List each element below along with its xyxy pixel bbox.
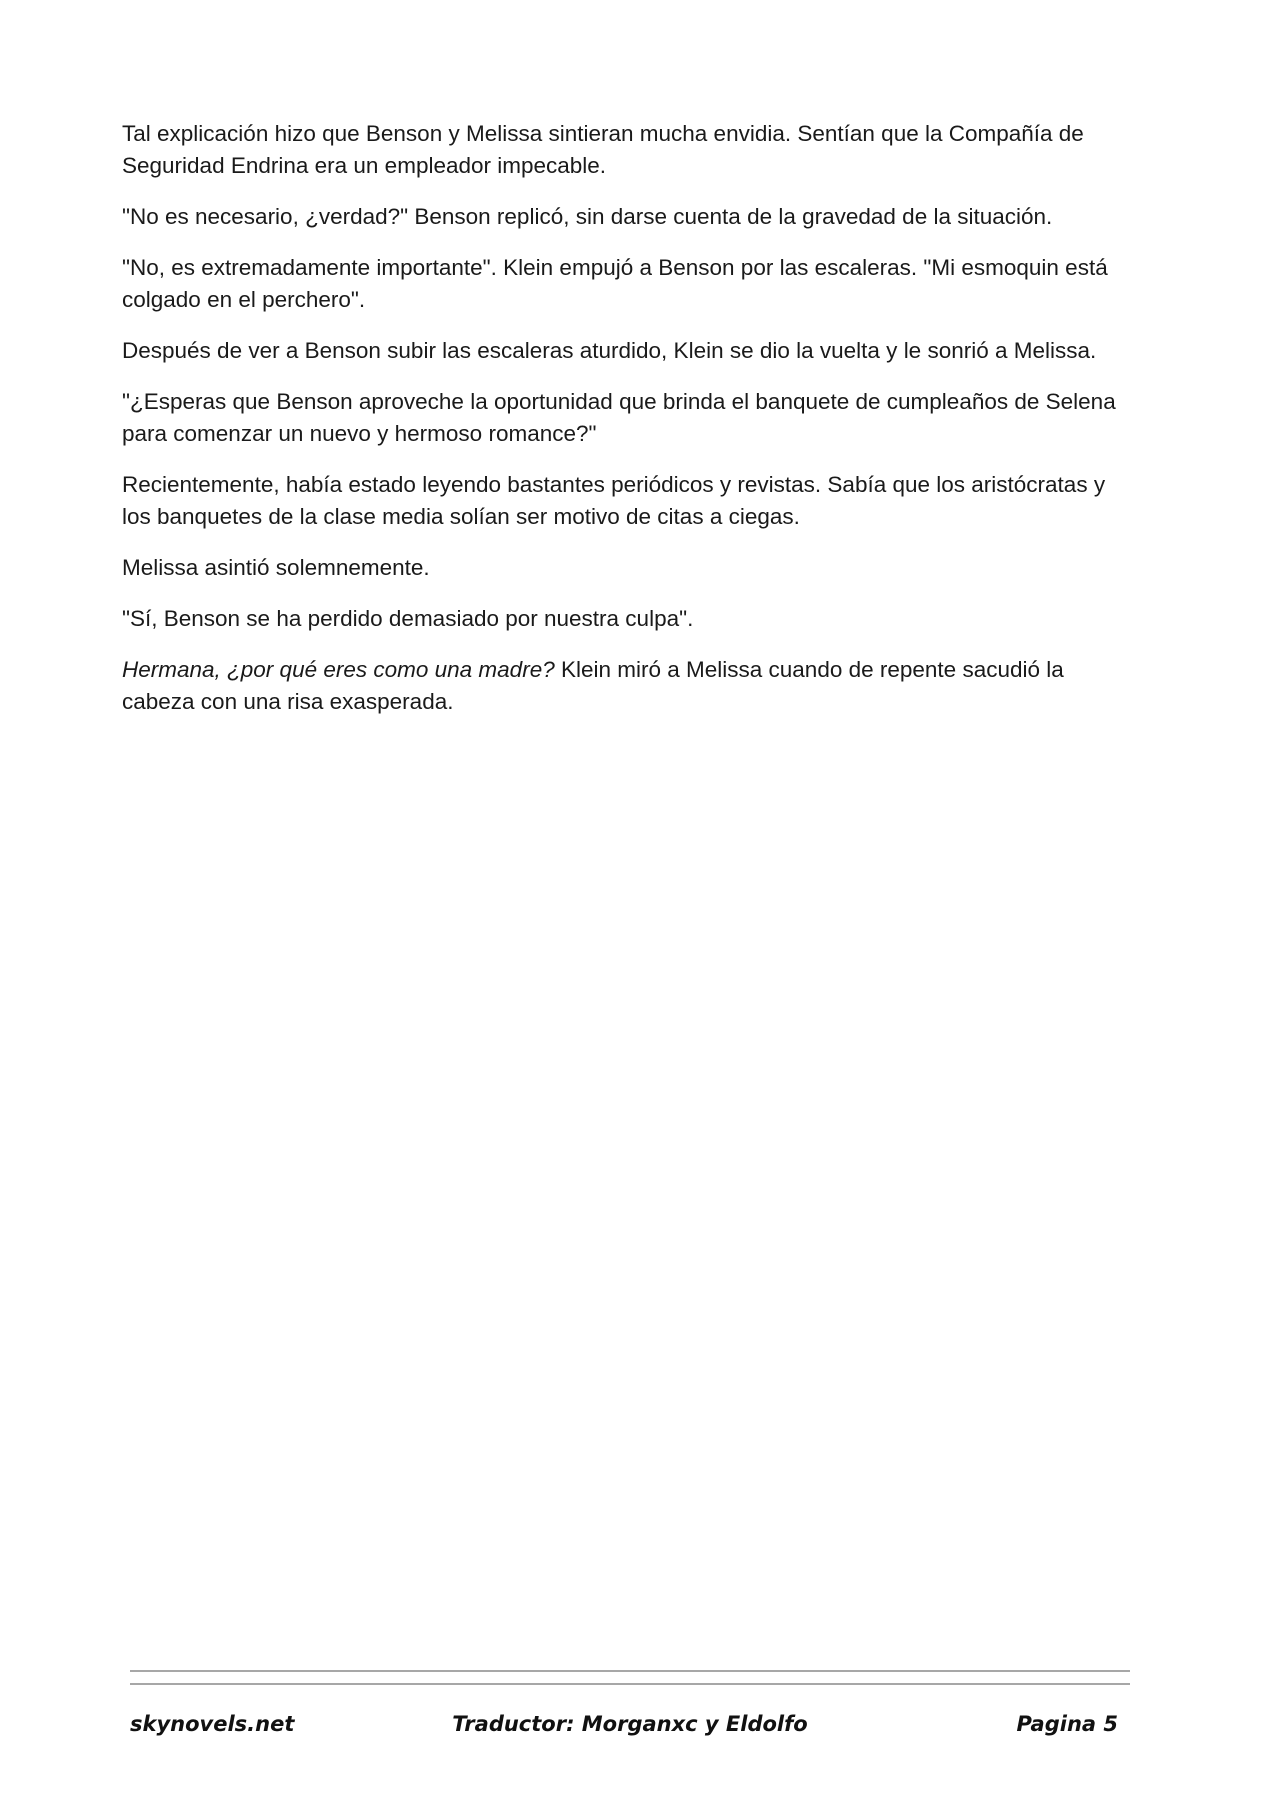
footer-site: skynovels.net xyxy=(130,1712,295,1736)
page-footer xyxy=(130,1712,1130,1746)
paragraph-2-text: "No es necesario, ¿verdad?" Benson replicó, sin darse cuenta de la gravedad de la situación. xyxy=(122,204,1053,229)
paragraph-9-text: Klein miró a Melissa cuando de repente sacudió la cabeza con una risa exasperada. xyxy=(122,657,1064,714)
paragraph-8 xyxy=(122,603,1132,635)
paragraph-7-text: Melissa asintió solemnemente. xyxy=(122,555,430,580)
paragraph-4 xyxy=(122,335,1132,367)
paragraph-5 xyxy=(122,386,1132,450)
page-body xyxy=(122,118,1132,737)
paragraph-3-text: "No, es extremadamente importante". Klein empujó a Benson por las escaleras. "Mi esmoquin está colgado en el perchero". xyxy=(122,255,1108,312)
paragraph-1 xyxy=(122,118,1132,182)
paragraph-4-text: Después de ver a Benson subir las escaleras aturdido, Klein se dio la vuelta y le sonrió a Melissa. xyxy=(122,338,1097,363)
paragraph-1-text: Tal explicación hizo que Benson y Melissa sintieran mucha envidia. Sentían que la Compañía de Seguridad Endrina era un empleador impecable. xyxy=(122,121,1084,178)
paragraph-6-text: Recientemente, había estado leyendo bastantes periódicos y revistas. Sabía que los aristócratas y los banquetes de la clase media solían ser motivo de citas a ciegas. xyxy=(122,472,1106,529)
paragraph-5-text: "¿Esperas que Benson aproveche la oportunidad que brinda el banquete de cumpleaños de Selena para comenzar un nuevo y hermoso romance?" xyxy=(122,389,1116,446)
footer-divider-top xyxy=(130,1670,1130,1672)
paragraph-7 xyxy=(122,552,1132,584)
footer-divider-bottom xyxy=(130,1683,1130,1685)
paragraph-9-italic-thought: Hermana, ¿por qué eres como una madre? xyxy=(122,657,555,682)
paragraph-9 xyxy=(122,654,1132,718)
paragraph-8-text: "Sí, Benson se ha perdido demasiado por nuestra culpa". xyxy=(122,606,694,631)
paragraph-6 xyxy=(122,469,1132,533)
footer-translator: Traductor: Morganxc y Eldolfo xyxy=(452,1712,808,1736)
paragraph-2 xyxy=(122,201,1132,233)
footer-page-number: Pagina 5 xyxy=(1016,1712,1118,1736)
paragraph-3 xyxy=(122,252,1132,316)
